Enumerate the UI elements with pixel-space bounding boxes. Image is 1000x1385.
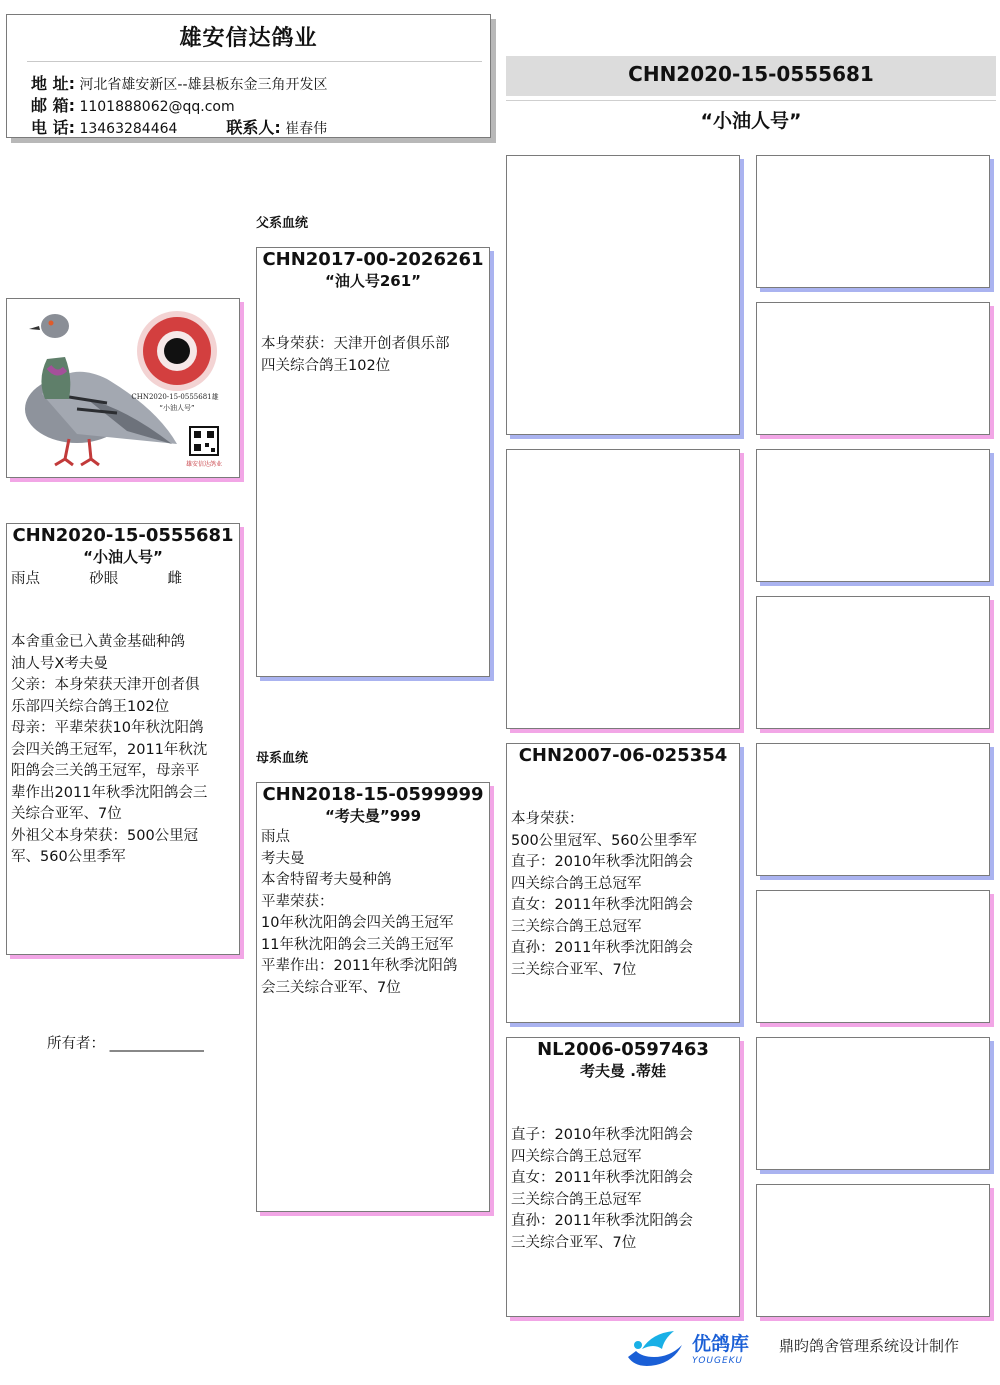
pigeon-image: [7, 299, 239, 477]
note-line: 母亲：平辈荣获10年秋沈阳鸽: [11, 720, 204, 736]
note-line: 会三关综合亚军、7位: [261, 979, 401, 996]
gg-card-7: [756, 1037, 990, 1170]
gg-card-2: [756, 302, 990, 435]
subject-name: “小油人号”: [83, 548, 163, 566]
dam-name: “考夫曼”999: [324, 807, 422, 825]
email-value: 1101888062@qq.com: [79, 99, 235, 115]
note-line: 考夫曼: [261, 850, 305, 867]
subject-sex: 雌: [167, 571, 182, 587]
note-line: 本身荣获：天津开创者俱乐部: [261, 336, 450, 352]
sire-notes: [261, 334, 450, 377]
sire-dam-card: [506, 449, 740, 729]
note-line: 外祖父本身荣获：500公里冠: [11, 827, 199, 844]
note-line: 三关综合鸽王总冠军: [511, 1191, 642, 1208]
note-line: 直女：2011年秋季沈阳鸽会: [511, 897, 693, 913]
note-line: 三关综合亚军、7位: [511, 961, 637, 978]
bird-ring-title: CHN2020-15-0555681: [628, 62, 874, 86]
gg-card-8: [756, 1184, 990, 1317]
gg-card-3: [756, 449, 990, 582]
dam-dam-ring: NL2006-0597463: [537, 1039, 709, 1060]
subject-notes: [11, 632, 237, 869]
owner-line: [47, 1034, 204, 1056]
contact-value: 崔春伟: [285, 121, 328, 137]
address-value: 河北省雄安新区--雄县板东金三角开发区: [79, 77, 328, 93]
note-line: 三关综合鸽王总冠军: [511, 918, 642, 935]
gg-card-5: [756, 743, 990, 876]
note-line: 四关综合鸽王总冠军: [511, 875, 642, 892]
dam-notes: [261, 827, 457, 999]
photo-caption-name: “小油人号”: [159, 404, 195, 412]
logo-subtext: YOUGEKU: [692, 1356, 744, 1366]
note-line: 本身荣获：: [511, 811, 584, 827]
note-line: 阳鸽会三关鸽王冠军，母亲平: [11, 763, 200, 779]
note-line: 直孙：2011年秋季沈阳鸽会: [511, 1213, 693, 1229]
gg-card-1: [756, 155, 990, 288]
note-line: 三关综合亚军、7位: [511, 1234, 637, 1251]
subject-bird-card: [6, 523, 240, 955]
note-line: 本舍特留考夫曼种鸽: [261, 872, 392, 888]
header-divider: [27, 61, 482, 62]
address-row: [31, 71, 328, 94]
note-line: 军、560公里季军: [11, 849, 126, 865]
bird-name-title: “小油人号”: [700, 110, 802, 132]
note-line: 500公里冠军、560公里季军: [511, 832, 697, 849]
dam-dam-card: [506, 1037, 740, 1317]
note-line: 雨点: [261, 829, 290, 845]
note-line: 四关综合鸽王102位: [261, 357, 391, 374]
photo-stamp: 雄安信达鸽业: [185, 461, 223, 468]
subject-traits: [11, 569, 182, 591]
sire-name: “油人号261”: [324, 272, 422, 290]
note-line: 油人号X考夫曼: [11, 655, 108, 672]
logo-text: 优鸽库: [692, 1333, 750, 1355]
note-line: 本舍重金已入黄金基础种鸽: [11, 634, 185, 650]
owner-label: 所有者：: [47, 1036, 105, 1052]
farm-name: 雄安信达鸽业: [179, 26, 318, 51]
note-line: 会四关鸽王冠军，2011年秋沈: [11, 741, 208, 758]
subject-ring: CHN2020-15-0555681: [12, 525, 234, 546]
dam-sire-ring: CHN2007-06-025354: [518, 745, 728, 766]
note-line: 直子：2010年秋季沈阳鸽会: [511, 854, 693, 870]
dam-card: [256, 782, 490, 1212]
subject-color: 雨点: [11, 571, 40, 587]
phone-value: 13463284464: [79, 121, 178, 137]
note-line: 直女：2011年秋季沈阳鸽会: [511, 1170, 693, 1186]
yougeku-logo-icon: [622, 1323, 692, 1373]
dam-line-label: 母系血统: [256, 751, 309, 766]
note-line: 父亲：本身荣获天津开创者俱: [11, 677, 200, 693]
dam-ring: CHN2018-15-0599999: [262, 784, 484, 805]
note-line: 11年秋沈阳鸽会三关鸽王冠军: [261, 936, 454, 953]
contact-label: 联系人:: [226, 118, 281, 137]
dam-sire-notes: [511, 809, 697, 981]
credit-text: 鼎昀鸽舍管理系统设计制作: [779, 1337, 960, 1355]
dam-dam-name: 考夫曼 .蒂娃: [580, 1062, 666, 1080]
photo-caption-ring: CHN2020-15-0555681雄: [131, 393, 219, 401]
note-line: 直孙：2011年秋季沈阳鸽会: [511, 940, 693, 956]
sire-card: [256, 247, 490, 677]
note-line: 关综合亚军、7位: [11, 806, 122, 822]
gg-card-4: [756, 596, 990, 729]
dam-sire-card: [506, 743, 740, 1023]
note-line: 直子：2010年秋季沈阳鸽会: [511, 1127, 693, 1143]
phone-label: 电 话:: [31, 118, 75, 137]
note-line: 乐部四关综合鸽王102位: [11, 698, 170, 715]
note-line: 平辈作出：2011年秋季沈阳鸽: [261, 958, 458, 974]
bird-photo: [6, 298, 240, 478]
address-label: 地 址:: [31, 74, 75, 93]
owner-blank: _____________: [109, 1036, 204, 1052]
sire-sire-card: [506, 155, 740, 435]
email-label: 邮 箱:: [31, 96, 75, 115]
sire-ring: CHN2017-00-2026261: [262, 249, 484, 270]
note-line: 四关综合鸽王总冠军: [511, 1148, 642, 1165]
subject-eye: 砂眼: [89, 571, 119, 587]
logo-text-block: [692, 1329, 749, 1366]
email-row: [31, 93, 235, 116]
phone-row: [31, 115, 327, 138]
gg-card-6: [756, 890, 990, 1023]
note-line: 平辈荣获：: [261, 893, 334, 910]
note-line: 10年秋沈阳鸽会四关鸽王冠军: [261, 915, 454, 931]
breeder-info-box: [6, 14, 491, 138]
sire-line-label: 父系血统: [256, 216, 309, 231]
note-line: 辈作出2011年秋季沈阳鸽会三: [11, 784, 208, 801]
title-divider: [506, 100, 996, 101]
dam-dam-notes: [511, 1125, 693, 1254]
